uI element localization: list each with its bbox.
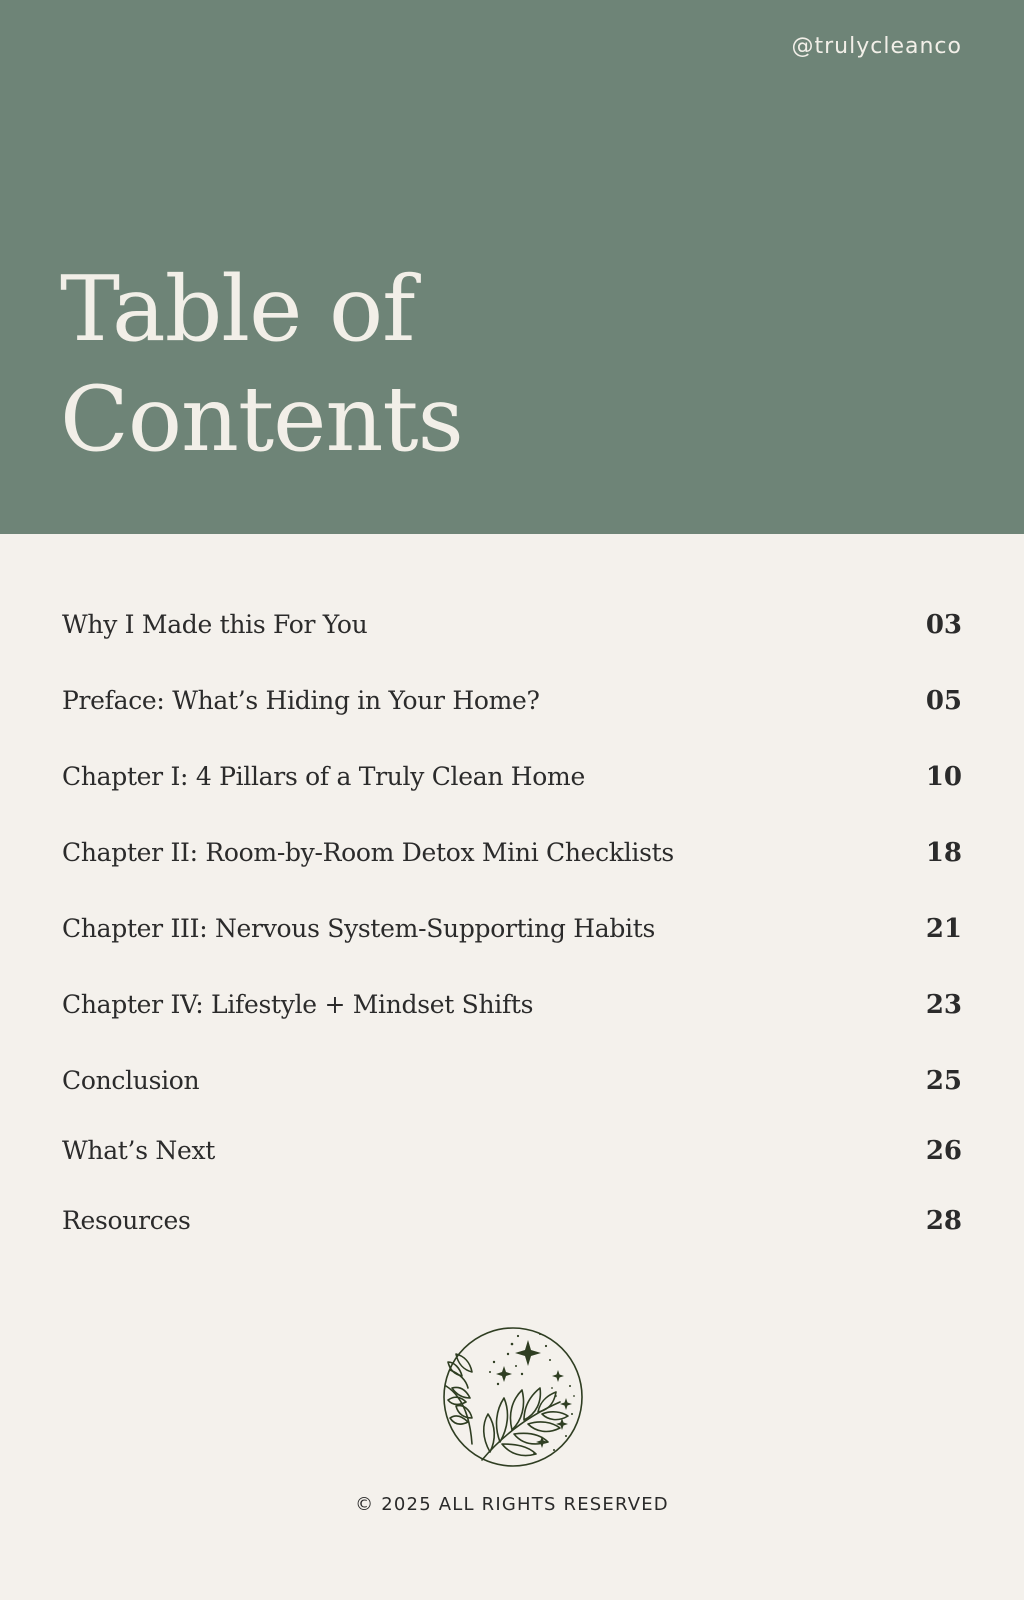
copyright-footer: © 2025 ALL RIGHTS RESERVED	[355, 1494, 669, 1515]
toc-label: What’s Next	[62, 1136, 215, 1165]
toc-row-chapter-2[interactable]	[62, 838, 962, 914]
page-title-line-1: Table of	[60, 257, 415, 362]
toc-row-whats-next[interactable]	[62, 1136, 962, 1206]
table-of-contents	[62, 610, 962, 1276]
toc-page-number: 21	[925, 914, 962, 944]
toc-row-why-i-made-this[interactable]	[62, 610, 962, 686]
header-banner	[0, 0, 1024, 534]
toc-page-number: 05	[925, 686, 962, 716]
toc-row-chapter-1[interactable]	[62, 762, 962, 838]
page-title-line-2: Contents	[60, 367, 463, 472]
toc-label: Why I Made this For You	[62, 610, 368, 639]
toc-row-resources[interactable]	[62, 1206, 962, 1276]
toc-label: Preface: What’s Hiding in Your Home?	[62, 686, 540, 715]
toc-label: Conclusion	[62, 1066, 200, 1095]
toc-page-number: 23	[925, 990, 962, 1020]
toc-page-number: 03	[925, 610, 962, 640]
social-handle: @trulycleanco	[791, 34, 962, 59]
toc-page-number: 28	[925, 1206, 962, 1236]
toc-page-number: 18	[925, 838, 962, 868]
toc-page-number: 10	[925, 762, 962, 792]
page-title	[60, 255, 463, 475]
toc-page-number: 25	[925, 1066, 962, 1096]
toc-row-chapter-4[interactable]	[62, 990, 962, 1066]
toc-row-preface[interactable]	[62, 686, 962, 762]
toc-label: Chapter IV: Lifestyle + Mindset Shifts	[62, 990, 534, 1019]
leaf-moon-emblem-icon	[442, 1326, 584, 1468]
toc-label: Resources	[62, 1206, 191, 1235]
toc-row-conclusion[interactable]	[62, 1066, 962, 1136]
toc-page-number: 26	[925, 1136, 962, 1166]
toc-row-chapter-3[interactable]	[62, 914, 962, 990]
toc-label: Chapter III: Nervous System-Supporting Habits	[62, 914, 656, 943]
toc-label: Chapter II: Room-by-Room Detox Mini Checklists	[62, 838, 674, 867]
toc-label: Chapter I: 4 Pillars of a Truly Clean Home	[62, 762, 585, 791]
